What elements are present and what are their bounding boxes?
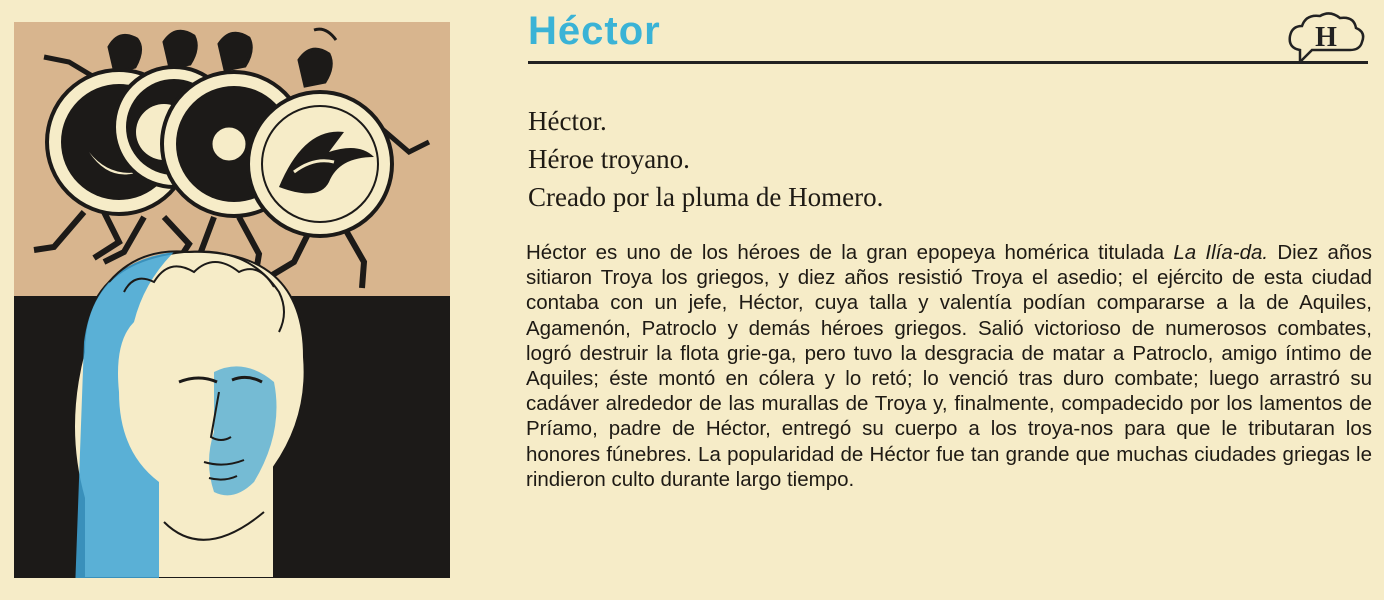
logo-letter: H xyxy=(1315,22,1337,53)
fact-name: Héctor. xyxy=(528,106,607,136)
body-rest: Diez años sitiaron Troya los griegos, y diez años resistió Troya el asedio; el ejército de esta ciudad contaba con un jefe, Héctor, cuya talla y valentía podían compararse a la de Aquiles, Agamenón, Patroclo y demás héroes griegos. Salió victorioso de numerosos combates, logró destruir la flota grie-ga, pero tuvo la desgracia de matar a Patroclo, amigo íntimo de Aquiles; éste montó en cólera y lo retó; lo venció tras duro combate; luego arrastró su cadáver alrededor de las murallas de Troya y, finalmente, compadecido por los lamentos de Príamo, padre de Héctor, entregó su cuerpo a los troya-nos para que le tributaran los honores fúnebres. La popularidad de Héctor fue tan grande que muchas ciudades griegas le rindieron culto durante largo tiempo. xyxy=(526,241,1373,491)
body-start: Héctor es uno de los héroes de la gran epopeya homérica titulada xyxy=(526,241,1174,264)
article-body xyxy=(526,240,1372,492)
hector-illustration xyxy=(14,22,450,578)
hero-bust-icon xyxy=(74,251,305,578)
warriors-and-bust-icon xyxy=(14,22,450,578)
page-title: Héctor xyxy=(528,9,661,53)
body-title-italic: La Ilía-da. xyxy=(1173,241,1269,264)
cloud-logo-icon xyxy=(1286,10,1366,62)
title-rule xyxy=(528,61,1368,64)
fact-role: Héroe troyano. xyxy=(528,144,690,174)
facts-list xyxy=(528,102,883,216)
fact-origin: Creado por la pluma de Homero. xyxy=(528,182,884,212)
